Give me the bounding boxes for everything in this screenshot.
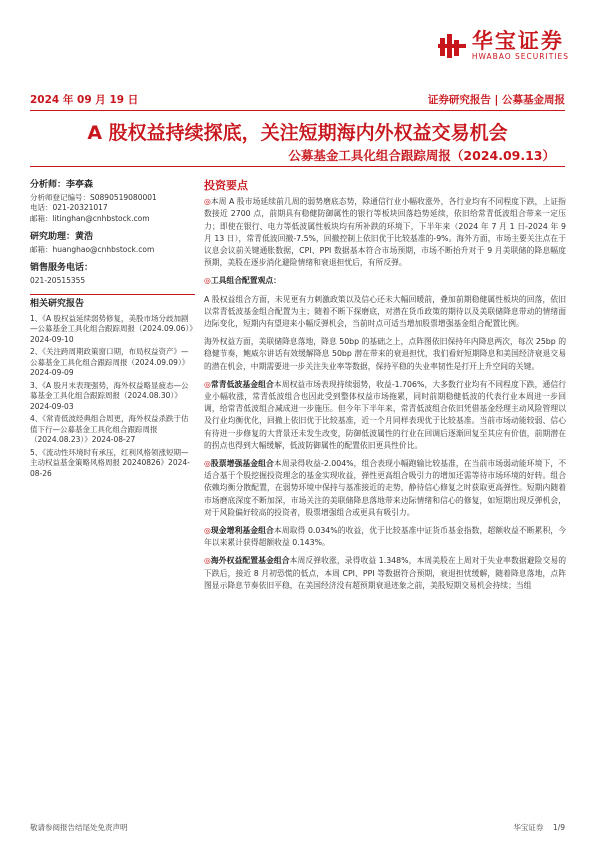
report-subtitle: 公募基金工具化组合跟踪周报（2024.09.13） [288, 148, 555, 163]
main-content [204, 180, 566, 598]
hwabao-logo-icon [438, 32, 466, 60]
report-header [30, 92, 565, 106]
paragraph-overseas-view: 海外权益方面，美联储降息落地，降息 50bp 的基础之上，点阵图依旧保持年内降息两次，每次 25bp 的稳健节奏，鲍威尔讲话有效缓解降息 50bp 潜在带来的衰退担忧，我们看好短期降息和美国经济衰退交易的潜在机会，中期需要进一步关注失业率等数据，保持平稳的失业率韧性是打开上升空间的关键。 [204, 337, 566, 371]
brand-en: HWABAO SECURITIES [471, 52, 569, 61]
bullet-icon: ◎ [204, 197, 211, 207]
bullet-icon: ◎ [204, 459, 211, 469]
related-report-item[interactable]: 3、《A 股月末表现强势，海外权益略显疲态—公募基金工具化组合跟踪周报（2024.08.30）》2024-09-03 [30, 380, 189, 411]
related-report-item[interactable]: 2、《关注跨周期政策窗口期，布局权益资产》—公募基金工具化组合跟踪周报（2024.09.09）》2024-09-09 [30, 347, 190, 377]
analyst-block [30, 180, 195, 224]
related-reports-title: 相关研究报告 [30, 299, 85, 309]
assistant-email[interactable]: 邮箱：huanghao@cnhbstock.com [30, 244, 155, 254]
section-heading: 投资要点 [204, 179, 248, 192]
paragraph-enhanced-portfolio: ◎股票增强基金组合本周录得收益-2.004%，组合表现小幅跑输比较基准，在当前市场弱动能环境下，不适合基于个股挖掘投资理念的基金实现收益，弹性更高组合吸引力的增加还需等待市场环境的好转。组合依赖均衡分散配置，在弱势环境中保持与基准接近的走势，静待信心修复之时获取更高弹性。短期内随着市场磨底深度不断加深，市场关注的美联储降息落地带来边际情绪和信心的修复，如短期出现反弹机会，对于风险偏好较高的投资者，股票增强组合或更具有吸引力。 [204, 459, 566, 517]
paragraph-market-summary: ◎本周 A 股市场延续前几周的弱势磨底态势，除通信行业小幅收涨外，各行业均有不同程度下跌，上证指数接近 2700 点，前期具有稳健防御属性的银行等板块回落趋势延续，依旧给常青低波组合带来一定压力；即使在银行、电力等低波属性板块均有所补跌的环境下，下半年来（2024 年 7 月 1 日-2024 年 9 月 13 日），常青低波回撤-7.5%，回撤控制上依旧优于比较基准的-9%。海外方面，市场主要关注点在于议息会议前关键通胀数据，CPI、PPI 数据基本符合市场预期，市场不断抬升对于 9 月美联储的降息幅度预期，美股在逐步消化避险情绪和衰退担忧后，有所反弹。 [204, 197, 566, 268]
report-date: 2024 年 09 月 19 日 [30, 93, 139, 106]
sales-label: 销售服务电话： [30, 263, 94, 273]
sales-block [30, 263, 195, 286]
related-report-item[interactable]: 1、《A 股权益延续弱势修复，美股市场分歧加剧—公募基金工具化组合跟踪周报（2024.09.06）》2024-09-10 [30, 313, 193, 344]
disclaimer-note: 敬请参阅报告结尾处免责声明 [30, 823, 128, 832]
header-divider [30, 110, 565, 111]
report-title: A 股权益持续探底，关注短期海内外权益交易机会 [87, 122, 508, 144]
analyst-email[interactable]: 邮箱：litinghan@cnhbstock.com [30, 213, 150, 223]
page-footer [30, 822, 565, 834]
analyst-reg: 分析师登记编号：S0890519080001 [30, 192, 157, 202]
page-number: 1/9 [552, 823, 565, 832]
analyst-label: 分析师： [30, 180, 67, 190]
report-type: 证券研究报告 | 公募基金周报 [427, 93, 565, 106]
related-report-item[interactable]: 4、《常青低波经典组合周更，海外权益杀跌于估值下行—公募基金工具化组合跟踪周报（2024.08.23）》2024-08-27 [30, 414, 189, 444]
paragraph-a-share-view: A 股权益组合方面，未见更有力刺激政策以及信心还未大幅回暖前，叠加前期稳健属性板块的回落，依旧以常青低波基金组合配置为主；随着不断下探磨底，对潜在货币政策的期待以及美联储降息带动的情绪面边际变化，短期内有望迎来小幅反弹机会，当前时点可适当增加股票增强基金组合配置比例。 [204, 294, 566, 329]
brand-logo [438, 30, 569, 61]
assistant-label: 研究助理： [30, 232, 76, 242]
sidebar-divider [30, 294, 195, 295]
assistant-name: 黄浩 [75, 232, 94, 242]
sidebar [30, 180, 195, 481]
bullet-icon: ◎ [204, 556, 211, 566]
bullet-icon: ◎ [204, 276, 211, 286]
assistant-block [30, 232, 195, 255]
sales-phone: 021-20515355 [30, 275, 86, 285]
paragraph-allocation-view: ◎工具组合配置观点： [204, 276, 281, 286]
paragraph-cash-portfolio: ◎现金增利基金组合本周取得 0.034%的收益，优于比较基准中证货币基金指数，超额收益不断累积，今年以来累计获得超额收益 0.143%。 [204, 526, 566, 548]
bullet-icon: ◎ [204, 379, 211, 389]
brand-cn: 华宝证券 [471, 29, 564, 53]
bullet-icon: ◎ [204, 526, 211, 536]
footer-brand: 华宝证券 [513, 823, 544, 832]
paragraph-overseas-portfolio: ◎海外权益配置基金组合本周反弹收涨，录得收益 1.348%，本周美股在上周对于失业率数据避险交易的下跌后，接近 8 月初恐慌的低点，本周 CPI、PPI 等数据符合预期，衰退担忧缓解，随着降息落地，点阵图显示降息节奏依旧平稳，在美国经济没有超预期衰退迹象之前，美股短期交易机会持续；当组 [204, 556, 566, 590]
related-report-item[interactable]: 5、《流动性环境时有承压，红利风格领涨短期—主动权益基金策略风格周报 20240826》2024-08-26 [30, 447, 190, 478]
analyst-phone: 电话：021-20321017 [30, 203, 108, 212]
title-divider [30, 166, 565, 167]
analyst-name: 李亭森 [66, 180, 94, 190]
page-info [513, 822, 565, 833]
paragraph-low-vol-portfolio: ◎常青低波基金组合本周权益市场表现持续弱势，收益-1.706%，大多数行业均有不同程度下跌，通信行业小幅收涨，常青低波组合也因此受到整体权益市场拖累，同时前期稳健低波的代表行业本周进一步回调，给常青低波组合减成进一步施压。但今年下半年来，常青低波组合依旧凭借基金经理主动风险管理以及行业均衡优化，回撤上依旧优于比较基准，近一个月同样表现优于比较基准。当前市场动能较弱、信心有待进一步修复的大背景还未发生改变，防御低波属性的行业在回调后逐渐回复至其应有价值，前期潜在的拐点也得到大幅缓解，低波防御属性的配置依旧更具性价比。 [204, 379, 566, 450]
